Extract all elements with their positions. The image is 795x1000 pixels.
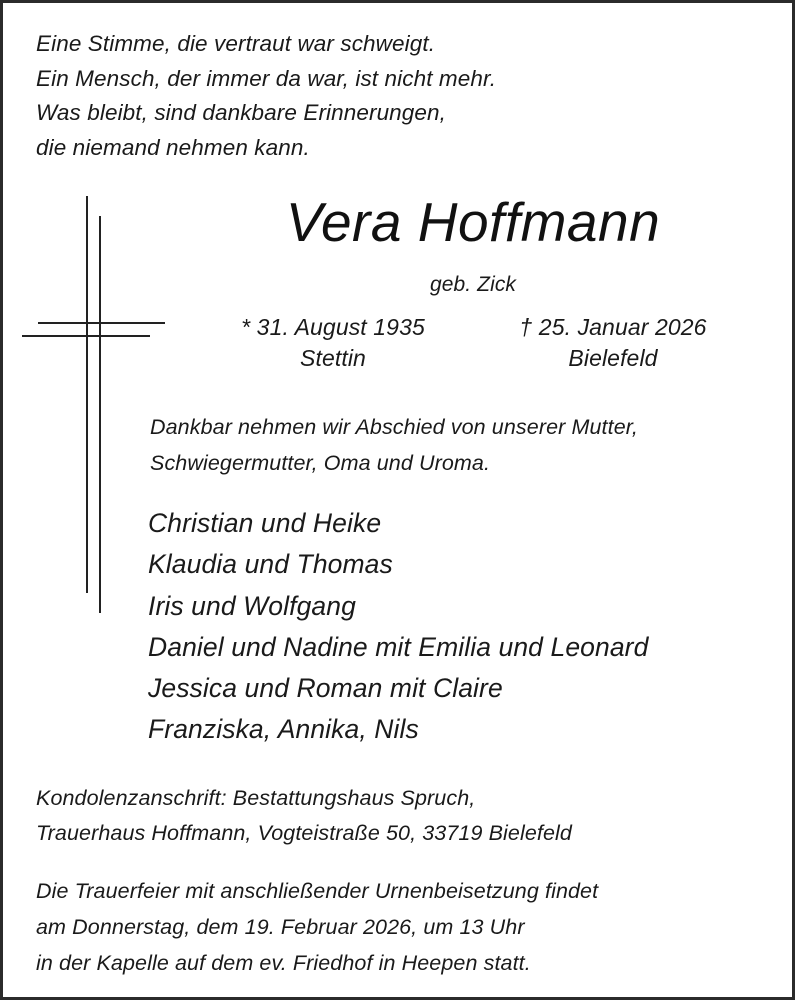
funeral-line: Die Trauerfeier mit anschließender Urnenbeisetzung findet <box>36 879 599 903</box>
birth-date: * 31. August 1935 <box>241 314 425 340</box>
mourner-entry: Klaudia und Thomas <box>148 549 393 580</box>
birth-info <box>213 312 453 374</box>
farewell-line: Schwiegermutter, Oma und Uroma. <box>150 451 491 475</box>
poem-line: Was bleibt, sind dankbare Erinnerungen, <box>36 100 446 125</box>
birth-place: Stettin <box>300 345 366 371</box>
farewell-line: Dankbar nehmen wir Abschied von unserer Mutter, <box>150 415 638 439</box>
mourner-entry: Jessica und Roman mit Claire <box>148 673 503 704</box>
mourner-entry: Christian und Heike <box>148 508 382 538</box>
funeral-details <box>36 873 598 981</box>
mourners-list <box>148 503 648 751</box>
mourner-entry: Iris und Wolfgang <box>148 590 356 621</box>
condolence-address <box>36 781 572 851</box>
condolence-line: Trauerhaus Hoffmann, Vogteistraße 50, 33719 Bielefeld <box>36 821 572 845</box>
farewell-text <box>150 409 638 481</box>
funeral-line: am Donnerstag, dem 19. Februar 2026, um 13 Uhr <box>36 915 525 939</box>
poem-line: die niemand nehmen kann. <box>36 134 310 160</box>
mourner-entry: Franziska, Annika, Nils <box>148 714 419 745</box>
death-place: Bielefeld <box>568 345 658 371</box>
deceased-name: Vera Hoffmann <box>285 191 661 253</box>
maiden-name: geb. Zick <box>429 273 517 296</box>
poem-line: Ein Mensch, der immer da war, ist nicht mehr. <box>36 65 497 91</box>
condolence-line: Kondolenzanschrift: Bestattungshaus Spruch, <box>36 786 476 810</box>
funeral-line: in der Kapelle auf dem ev. Friedhof in Heepen statt. <box>36 951 531 975</box>
cross-horizontal-line <box>22 335 150 337</box>
death-info <box>493 312 733 374</box>
death-date: † 25. Januar 2026 <box>519 314 707 340</box>
mourner-entry: Daniel und Nadine mit Emilia und Leonard <box>148 631 649 662</box>
cross-horizontal-line <box>38 322 165 324</box>
poem-line: Eine Stimme, die vertraut war schweigt. <box>36 31 436 56</box>
cross-vertical-line <box>86 196 88 593</box>
memorial-poem <box>36 27 496 165</box>
